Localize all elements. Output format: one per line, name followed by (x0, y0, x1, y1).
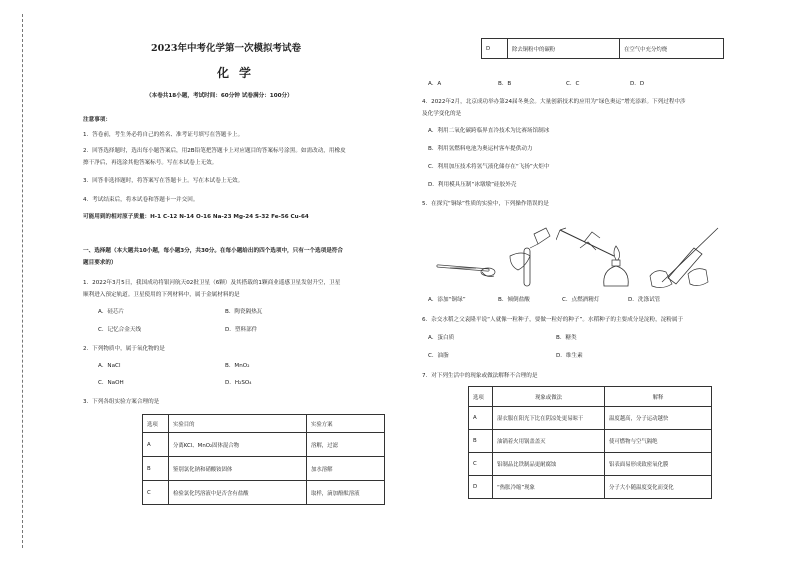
table-header-row (143, 415, 385, 433)
q6-option-a: A．蛋白质 (428, 335, 455, 341)
q4-option-b: B．利用氢燃料电池为奥运村客车提供动力 (428, 146, 533, 152)
q4-option-a: A．利用二氧化碳跨临界直冷技术为比赛场馆制冰 (428, 128, 550, 134)
table-cell: B (469, 430, 493, 453)
q6-stem: 6．杂交水稻之父袁隆平说“人就像一粒种子，要做一粒好的种子”。水稻种子的主要成分是淀粉，淀粉属于 (422, 317, 684, 323)
table-cell: 湿衣服在阳光下比在阴凉处更易晾干 (493, 407, 605, 430)
table-cell: “热胀冷缩”现象 (493, 476, 605, 499)
q3-stem: 3．下列各组实验方案合理的是 (83, 399, 160, 405)
notice-item: 擦干净后，再选涂其他答案标号。写在本试卷上无效。 (83, 160, 218, 166)
table-header-row (469, 387, 712, 407)
q4-option-d: D．利用模具压制“冰墩墩”硅胶外壳 (428, 182, 517, 188)
q5-option-a: A．添加“铜绿” (428, 297, 466, 303)
q1-stem: 1．2022年3月5日，我国成功将银河航天02批卫星（6颗）及其搭载的1颗商业遥感卫星发射升空，卫星 (83, 280, 341, 286)
q1-stem: 顺利进入预定轨道。卫星使用的下列材料中，属于金属材料的是 (83, 292, 240, 298)
atomic-masses: 可能用到的相对原子质量：H-1 C-12 N-14 O-16 Na-23 Mg-24 S-32 Fe-56 Cu-64 (83, 214, 309, 220)
q3-table (142, 414, 385, 505)
table-cell: 油锅着火用锅盖盖灭 (493, 430, 605, 453)
q3-option-d: D．D (630, 81, 645, 87)
table-row (143, 457, 385, 481)
add-copper-green-figure (436, 226, 500, 292)
table-row (469, 430, 712, 453)
table-header-cell: 现象或做法 (493, 387, 605, 407)
notice-item: 3．回答非选择题时，将答案写在答题卡上。写在本试卷上无效。 (83, 178, 244, 184)
wash-test-tube-figure (648, 226, 720, 292)
table-cell: 取样，滴加酚酞溶液 (307, 481, 385, 505)
notice-item: 2．回答选择题时，选出每小题答案后，用2B铅笔把答题卡上对应题目的答案标号涂黑。如需改动，用橡皮 (83, 148, 346, 154)
pour-acid-figure (504, 226, 552, 292)
q5-option-d: D．洗涤试管 (628, 297, 661, 303)
q6-option-b: B．糖类 (556, 335, 577, 341)
table-row (469, 407, 712, 430)
q6-option-c: C．油脂 (428, 353, 449, 359)
q3-option-a: A．A (428, 81, 442, 87)
table-cell: 温度越高，分子运动越快 (605, 407, 712, 430)
q4-stem: 4．2022年2月，北京成功举办第24届冬奥会。大量创新技术的应用为“绿色奥运”增光添彩。下列过程中涉 (422, 99, 686, 105)
notice-item: 4．考试结束后，将本试卷和答题卡一并交回。 (83, 197, 199, 203)
table-header-cell: 选项 (143, 415, 169, 433)
table-row (469, 476, 712, 499)
q1-option-b: B．陶瓷隔热瓦 (225, 309, 263, 315)
table-cell: A (469, 407, 493, 430)
table-row (143, 481, 385, 505)
table-cell: 溶解，过滤 (307, 433, 385, 457)
table-cell: A (143, 433, 169, 457)
table-cell: D (469, 476, 493, 499)
table-cell: 铝制品比铁制品更耐腐蚀 (493, 453, 605, 476)
q2-option-b: B．MnO₂ (225, 363, 250, 369)
section-heading: 一、选择题（本大题共10小题，每小题3分，共30分。在每小题给出的四个选项中，只有一个选项是符合 (83, 248, 343, 254)
q2-stem: 2．下列物质中，属于氧化物的是 (83, 346, 165, 352)
table-cell: 分离KCl、MnO₂固体混合物 (169, 433, 307, 457)
table-header-cell: 实验目的 (169, 415, 307, 433)
table-cell: 在空气中充分灼烧 (620, 39, 724, 59)
table-cell: 加水溶解 (307, 457, 385, 481)
table-cell: C (469, 453, 493, 476)
table-cell: 使可燃物与空气隔绝 (605, 430, 712, 453)
section-heading: 题目要求的） (83, 260, 117, 266)
q3-option-c: C．C (566, 81, 580, 87)
table-row (469, 453, 712, 476)
notice-heading: 注意事项： (83, 117, 111, 123)
table-header-cell: 解释 (605, 387, 712, 407)
table-row (482, 39, 724, 59)
q2-option-d: D．H₂SO₄ (225, 380, 252, 386)
table-header-cell: 选项 (469, 387, 493, 407)
table-cell: B (143, 457, 169, 481)
light-lamp-figure (556, 226, 632, 292)
q5-option-c: C．点燃酒精灯 (562, 297, 600, 303)
exam-title: 2023年中考化学第一次模拟考试卷 (151, 43, 301, 54)
table-cell: D (482, 39, 508, 59)
q6-option-d: D．维生素 (556, 353, 583, 359)
table-row (143, 433, 385, 457)
table-cell: 检验氯化钙溶液中是否含有盐酸 (169, 481, 307, 505)
q5-option-b: B．倾倒盐酸 (498, 297, 530, 303)
q2-option-a: A．NaCl (98, 363, 121, 369)
q7-table (468, 386, 712, 499)
q1-option-d: D．塑料部件 (225, 327, 258, 333)
table-cell: 铝表面易形成致密氧化膜 (605, 453, 712, 476)
q1-option-a: A．硅芯片 (98, 309, 125, 315)
q2-option-c: C．NaOH (98, 380, 124, 386)
binding-line (22, 14, 23, 548)
table-cell: 分子大小随温度变化而变化 (605, 476, 712, 499)
q4-option-c: C．利用加压技术将氢气液化储存在“飞扬”火炬中 (428, 164, 550, 170)
q3-option-b: B．B (498, 81, 512, 87)
q4-stem: 及化学变化的是 (422, 111, 462, 117)
table-header-cell: 实验方案 (307, 415, 385, 433)
table-cell: 除去铜粉中的碳粉 (508, 39, 620, 59)
table-cell: 鉴别氯化钠和硝酸铵固体 (169, 457, 307, 481)
q1-option-c: C．记忆合金天线 (98, 327, 142, 333)
exam-info: （本卷共18小题，考试时间：60分钟 试卷满分：100分） (146, 93, 293, 99)
q7-stem: 7．对下列生活中的现象或做法解释不合理的是 (422, 373, 538, 379)
table-cell: C (143, 481, 169, 505)
notice-item: 1．答卷前，考生务必将自己的姓名、准考证号填写在答题卡上。 (83, 132, 244, 138)
q3-table-continued (481, 38, 724, 59)
q5-stem: 5．在探究“铜绿”性质的实验中，下列操作错误的是 (422, 201, 549, 207)
subject-title: 化学 (217, 66, 262, 80)
